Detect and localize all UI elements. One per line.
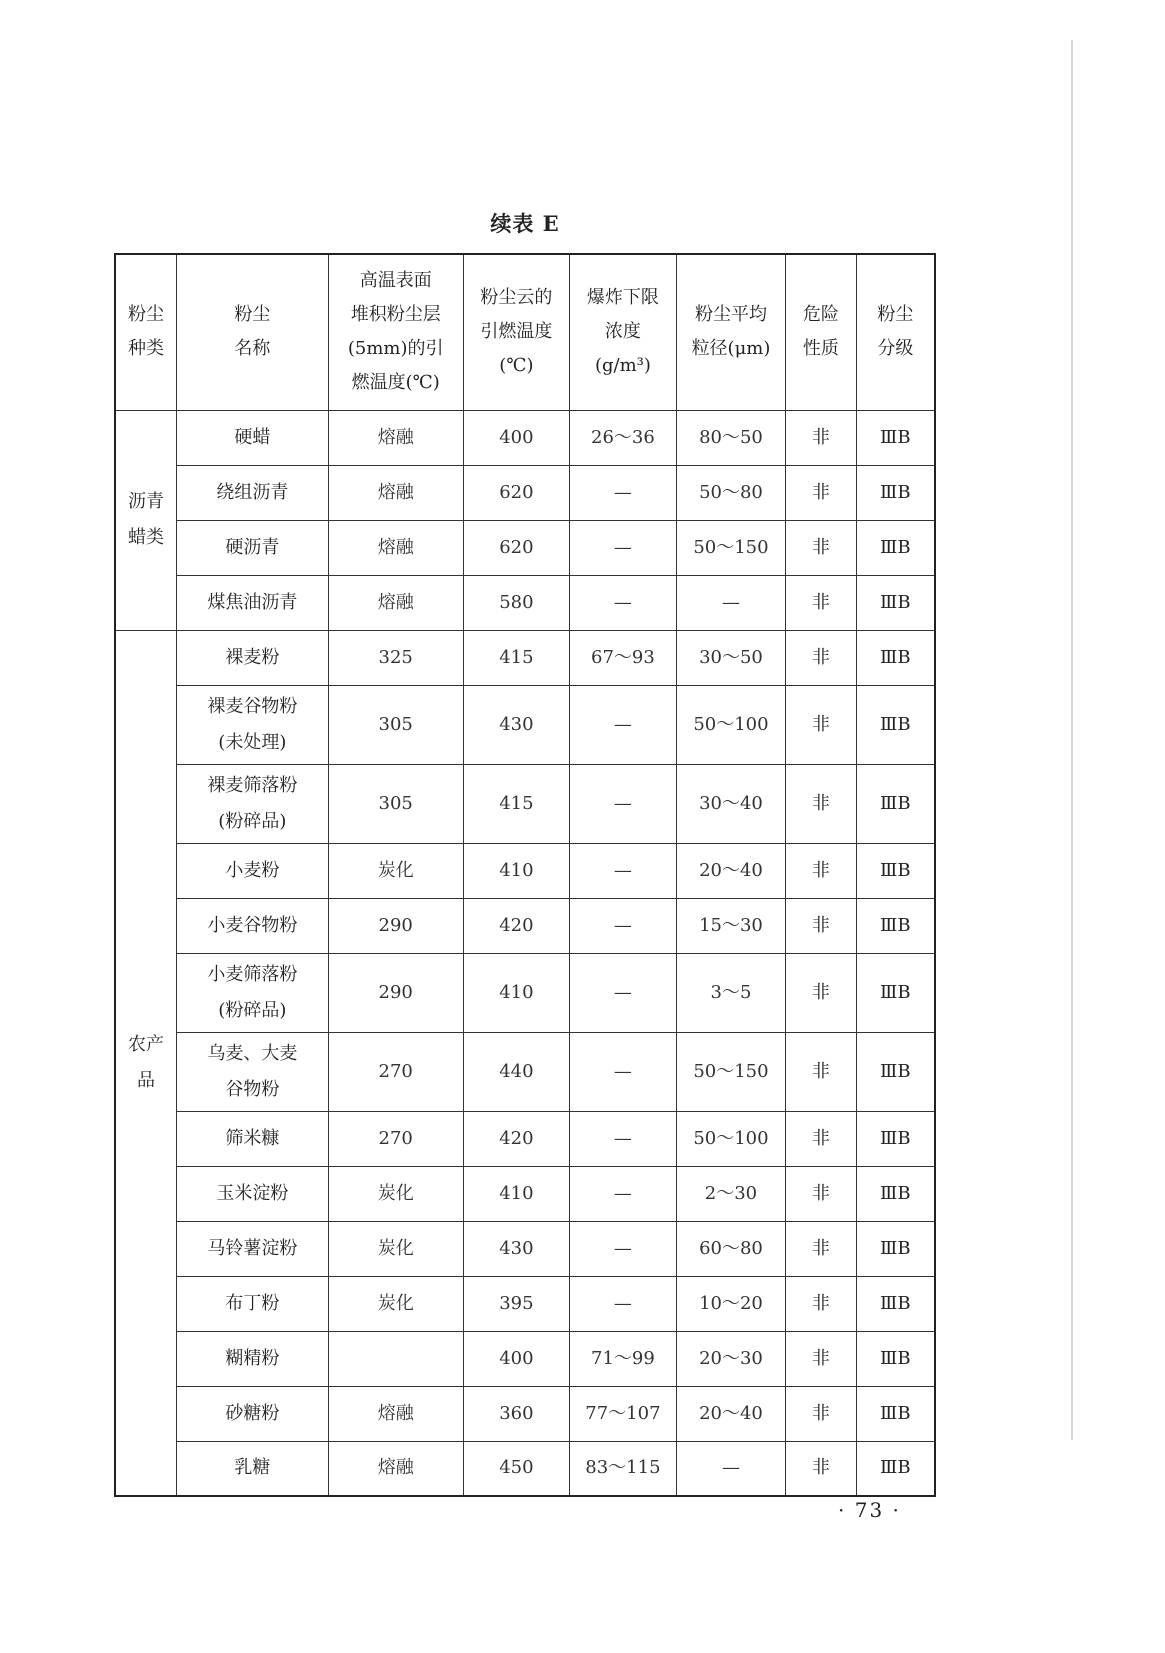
layer-temp-cell: 270	[328, 1111, 463, 1166]
header-name: 粉尘 名称	[177, 254, 328, 410]
table-row	[115, 630, 935, 685]
table-body	[115, 410, 935, 1496]
grade-cell: ⅢB	[856, 630, 935, 685]
hazard-cell: 非	[786, 410, 857, 465]
layer-temp-cell: 290	[328, 898, 463, 953]
table-row	[115, 1331, 935, 1386]
table-row	[115, 1221, 935, 1276]
layer-temp-cell: 325	[328, 630, 463, 685]
cloud-temp-cell: 400	[463, 410, 569, 465]
grade-cell: ⅢB	[856, 898, 935, 953]
header-grade: 粉尘 分级	[856, 254, 935, 410]
dust-name-cell: 硬沥青	[177, 520, 328, 575]
particle-size-cell: 10～20	[676, 1276, 785, 1331]
header-lel: 爆炸下限 浓度 (g/m³)	[569, 254, 676, 410]
particle-size-cell: —	[676, 575, 785, 630]
lel-cell: 26～36	[569, 410, 676, 465]
dust-name-cell: 马铃薯淀粉	[177, 1221, 328, 1276]
hazard-cell: 非	[786, 1276, 857, 1331]
cloud-temp-cell: 410	[463, 843, 569, 898]
layer-temp-cell: 炭化	[328, 1276, 463, 1331]
layer-temp-cell: 熔融	[328, 575, 463, 630]
hazard-cell: 非	[786, 843, 857, 898]
cloud-temp-cell: 415	[463, 630, 569, 685]
lel-cell: —	[569, 520, 676, 575]
table-row	[115, 520, 935, 575]
table-row	[115, 1441, 935, 1496]
layer-temp-cell: 炭化	[328, 843, 463, 898]
layer-temp-cell: 305	[328, 685, 463, 764]
hazard-cell: 非	[786, 520, 857, 575]
lel-cell: 77～107	[569, 1386, 676, 1441]
grade-cell: ⅢB	[856, 1166, 935, 1221]
grade-cell: ⅢB	[856, 1221, 935, 1276]
dust-name-cell: 乌麦、大麦 谷物粉	[177, 1032, 328, 1111]
hazard-cell: 非	[786, 575, 857, 630]
particle-size-cell: 80～50	[676, 410, 785, 465]
particle-size-cell: 60～80	[676, 1221, 785, 1276]
cloud-temp-cell: 450	[463, 1441, 569, 1496]
table-row	[115, 685, 935, 764]
lel-cell: —	[569, 465, 676, 520]
dust-name-cell: 裸麦粉	[177, 630, 328, 685]
cloud-temp-cell: 620	[463, 520, 569, 575]
particle-size-cell: 50～150	[676, 1032, 785, 1111]
table-row	[115, 1386, 935, 1441]
grade-cell: ⅢB	[856, 465, 935, 520]
cloud-temp-cell: 410	[463, 953, 569, 1032]
cloud-temp-cell: 420	[463, 898, 569, 953]
layer-temp-cell	[328, 1331, 463, 1386]
category-cell: 沥青 蜡类	[115, 410, 177, 630]
layer-temp-cell: 熔融	[328, 465, 463, 520]
particle-size-cell: 3～5	[676, 953, 785, 1032]
header-hazard: 危险 性质	[786, 254, 857, 410]
dust-name-cell: 煤焦油沥青	[177, 575, 328, 630]
table-row	[115, 843, 935, 898]
table-row	[115, 465, 935, 520]
dust-name-cell: 布丁粉	[177, 1276, 328, 1331]
lel-cell: —	[569, 898, 676, 953]
dust-name-cell: 糊精粉	[177, 1331, 328, 1386]
grade-cell: ⅢB	[856, 1331, 935, 1386]
layer-temp-cell: 熔融	[328, 520, 463, 575]
dust-name-cell: 筛米糠	[177, 1111, 328, 1166]
lel-cell: —	[569, 843, 676, 898]
dust-name-cell: 硬蜡	[177, 410, 328, 465]
cloud-temp-cell: 395	[463, 1276, 569, 1331]
header-row	[115, 254, 935, 410]
dust-properties-table	[114, 253, 936, 1497]
dust-name-cell: 裸麦筛落粉 (粉碎品)	[177, 764, 328, 843]
lel-cell: 83～115	[569, 1441, 676, 1496]
hazard-cell: 非	[786, 1166, 857, 1221]
grade-cell: ⅢB	[856, 1032, 935, 1111]
particle-size-cell: 30～40	[676, 764, 785, 843]
particle-size-cell: 20～40	[676, 843, 785, 898]
header-cloud-temp: 粉尘云的 引燃温度 (℃)	[463, 254, 569, 410]
particle-size-cell: 50～150	[676, 520, 785, 575]
table-row	[115, 953, 935, 1032]
particle-size-cell: 50～100	[676, 685, 785, 764]
layer-temp-cell: 熔融	[328, 410, 463, 465]
dust-name-cell: 小麦粉	[177, 843, 328, 898]
cloud-temp-cell: 360	[463, 1386, 569, 1441]
dust-name-cell: 砂糖粉	[177, 1386, 328, 1441]
dust-name-cell: 绕组沥青	[177, 465, 328, 520]
particle-size-cell: 2～30	[676, 1166, 785, 1221]
particle-size-cell: 20～30	[676, 1331, 785, 1386]
layer-temp-cell: 炭化	[328, 1166, 463, 1221]
dust-name-cell: 玉米淀粉	[177, 1166, 328, 1221]
header-particle-size: 粉尘平均 粒径(μm)	[676, 254, 785, 410]
header-layer-temp: 高温表面 堆积粉尘层 (5mm)的引 燃温度(℃)	[328, 254, 463, 410]
cloud-temp-cell: 430	[463, 1221, 569, 1276]
cloud-temp-cell: 415	[463, 764, 569, 843]
dust-name-cell: 小麦谷物粉	[177, 898, 328, 953]
particle-size-cell: 30～50	[676, 630, 785, 685]
cloud-temp-cell: 400	[463, 1331, 569, 1386]
table-row	[115, 764, 935, 843]
hazard-cell: 非	[786, 1331, 857, 1386]
grade-cell: ⅢB	[856, 1441, 935, 1496]
lel-cell: —	[569, 1111, 676, 1166]
dust-name-cell: 乳糖	[177, 1441, 328, 1496]
page-edge-line	[1071, 40, 1073, 1440]
grade-cell: ⅢB	[856, 575, 935, 630]
layer-temp-cell: 305	[328, 764, 463, 843]
table-row	[115, 1111, 935, 1166]
lel-cell: —	[569, 1032, 676, 1111]
grade-cell: ⅢB	[856, 1111, 935, 1166]
table-row	[115, 410, 935, 465]
cloud-temp-cell: 440	[463, 1032, 569, 1111]
hazard-cell: 非	[786, 1032, 857, 1111]
dust-name-cell: 裸麦谷物粉 (未处理)	[177, 685, 328, 764]
lel-cell: —	[569, 953, 676, 1032]
grade-cell: ⅢB	[856, 843, 935, 898]
table-row	[115, 1276, 935, 1331]
hazard-cell: 非	[786, 764, 857, 843]
particle-size-cell: 15～30	[676, 898, 785, 953]
table-row	[115, 575, 935, 630]
particle-size-cell: 50～80	[676, 465, 785, 520]
hazard-cell: 非	[786, 1221, 857, 1276]
particle-size-cell: —	[676, 1441, 785, 1496]
lel-cell: —	[569, 1276, 676, 1331]
table-row	[115, 1166, 935, 1221]
table-row	[115, 1032, 935, 1111]
cloud-temp-cell: 410	[463, 1166, 569, 1221]
hazard-cell: 非	[786, 898, 857, 953]
lel-cell: —	[569, 575, 676, 630]
layer-temp-cell: 熔融	[328, 1386, 463, 1441]
grade-cell: ⅢB	[856, 520, 935, 575]
table-row	[115, 898, 935, 953]
hazard-cell: 非	[786, 685, 857, 764]
cloud-temp-cell: 580	[463, 575, 569, 630]
layer-temp-cell: 熔融	[328, 1441, 463, 1496]
hazard-cell: 非	[786, 953, 857, 1032]
hazard-cell: 非	[786, 630, 857, 685]
particle-size-cell: 20～40	[676, 1386, 785, 1441]
grade-cell: ⅢB	[856, 953, 935, 1032]
hazard-cell: 非	[786, 1386, 857, 1441]
table-title: 续表 E	[490, 211, 560, 236]
layer-temp-cell: 290	[328, 953, 463, 1032]
hazard-cell: 非	[786, 465, 857, 520]
grade-cell: ⅢB	[856, 410, 935, 465]
hazard-cell: 非	[786, 1441, 857, 1496]
grade-cell: ⅢB	[856, 764, 935, 843]
layer-temp-cell: 270	[328, 1032, 463, 1111]
lel-cell: —	[569, 685, 676, 764]
particle-size-cell: 50～100	[676, 1111, 785, 1166]
layer-temp-cell: 炭化	[328, 1221, 463, 1276]
page-number: · 73 ·	[838, 1498, 901, 1522]
lel-cell: 67～93	[569, 630, 676, 685]
cloud-temp-cell: 620	[463, 465, 569, 520]
header-category: 粉尘 种类	[115, 254, 177, 410]
grade-cell: ⅢB	[856, 1276, 935, 1331]
grade-cell: ⅢB	[856, 1386, 935, 1441]
lel-cell: 71～99	[569, 1331, 676, 1386]
category-cell: 农产 品	[115, 630, 177, 1496]
grade-cell: ⅢB	[856, 685, 935, 764]
cloud-temp-cell: 430	[463, 685, 569, 764]
hazard-cell: 非	[786, 1111, 857, 1166]
cloud-temp-cell: 420	[463, 1111, 569, 1166]
dust-name-cell: 小麦筛落粉 (粉碎品)	[177, 953, 328, 1032]
lel-cell: —	[569, 764, 676, 843]
lel-cell: —	[569, 1166, 676, 1221]
lel-cell: —	[569, 1221, 676, 1276]
